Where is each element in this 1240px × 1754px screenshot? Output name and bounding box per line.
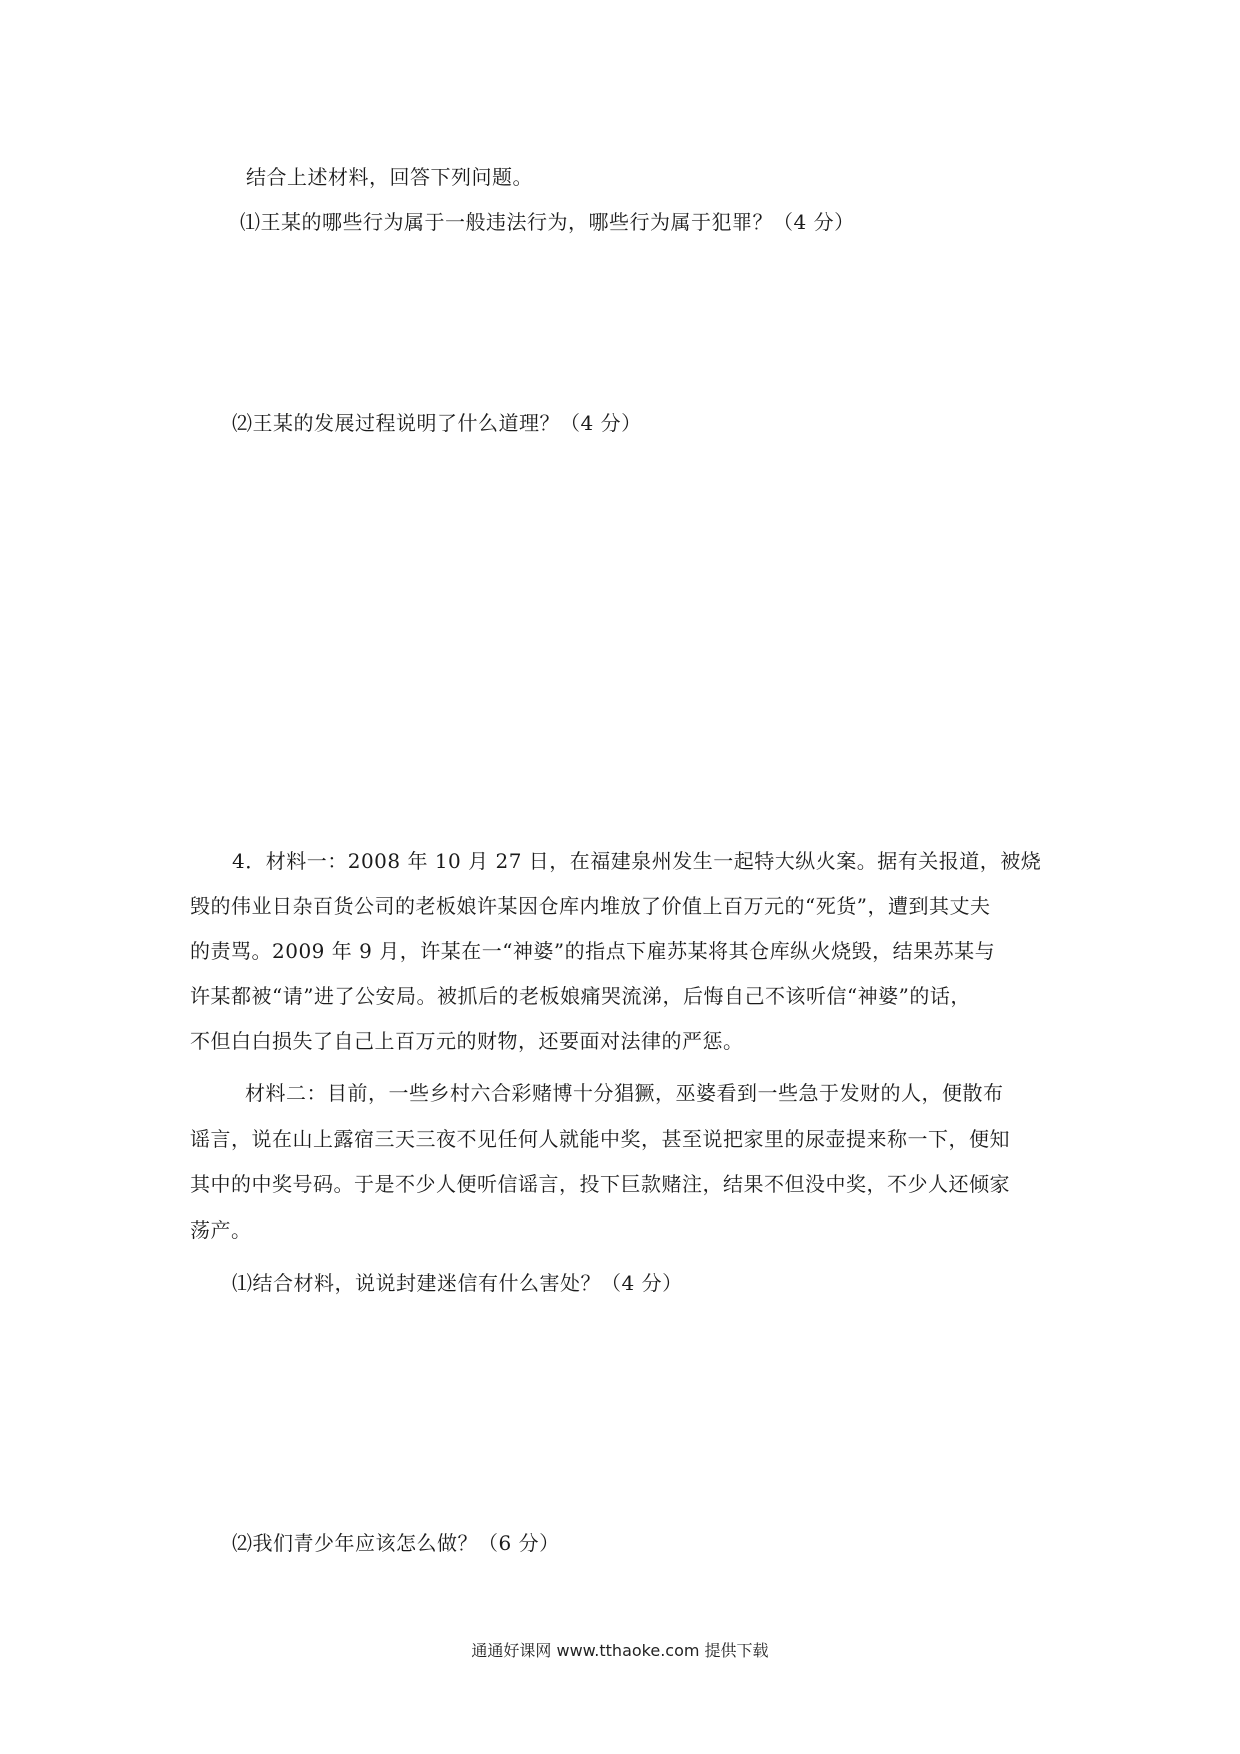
q4-question-2: ⑵我们青少年应该怎么做？（6 分） [232,1531,560,1555]
q4-material1-line-2: 毁的伟业日杂百货公司的老板娘许某因仓库内堆放了价值上百万元的“死货”，遭到其丈夫 [190,894,991,918]
q4-material1-line-4: 许某都被“请”进了公安局。被抓后的老板娘痛哭流涕，后悔自己不该听信“神婆”的话， [190,984,971,1008]
footer-source: 通通好课网 www.tthaoke.com 提供下载 [471,1641,769,1660]
part3-question-2: ⑵王某的发展过程说明了什么道理？（4 分） [232,411,642,435]
part3-question-1: ⑴王某的哪些行为属于一般违法行为，哪些行为属于犯罪？（4 分） [240,210,855,234]
q4-material1-line-5: 不但白白损失了自己上百万元的财物，还要面对法律的严惩。 [190,1029,744,1053]
q4-material2-line-1: 材料二：目前，一些乡村六合彩赌博十分猖獗，巫婆看到一些急于发财的人，便散布 [245,1081,1004,1105]
q4-question-1: ⑴结合材料，说说封建迷信有什么害处？（4 分） [232,1271,683,1295]
part3-intro: 结合上述材料，回答下列问题。 [246,165,533,189]
q4-material2-line-4: 荡产。 [190,1218,252,1242]
q4-material1-line-1: 4．材料一：2008 年 10 月 27 日，在福建泉州发生一起特大纵火案。据有关报道，被烧 [232,849,1042,873]
q4-material2-line-3: 其中的中奖号码。于是不少人便听信谣言，投下巨款赌注，结果不但没中奖，不少人还倾家 [190,1172,1010,1196]
q4-material1-line-3: 的责骂。2009 年 9 月，许某在一“神婆”的指点下雇苏某将其仓库纵火烧毁，结果苏某与 [190,939,996,963]
q4-material2-line-2: 谣言，说在山上露宿三天三夜不见任何人就能中奖，甚至说把家里的尿壶提来称一下，便知 [190,1127,1010,1151]
